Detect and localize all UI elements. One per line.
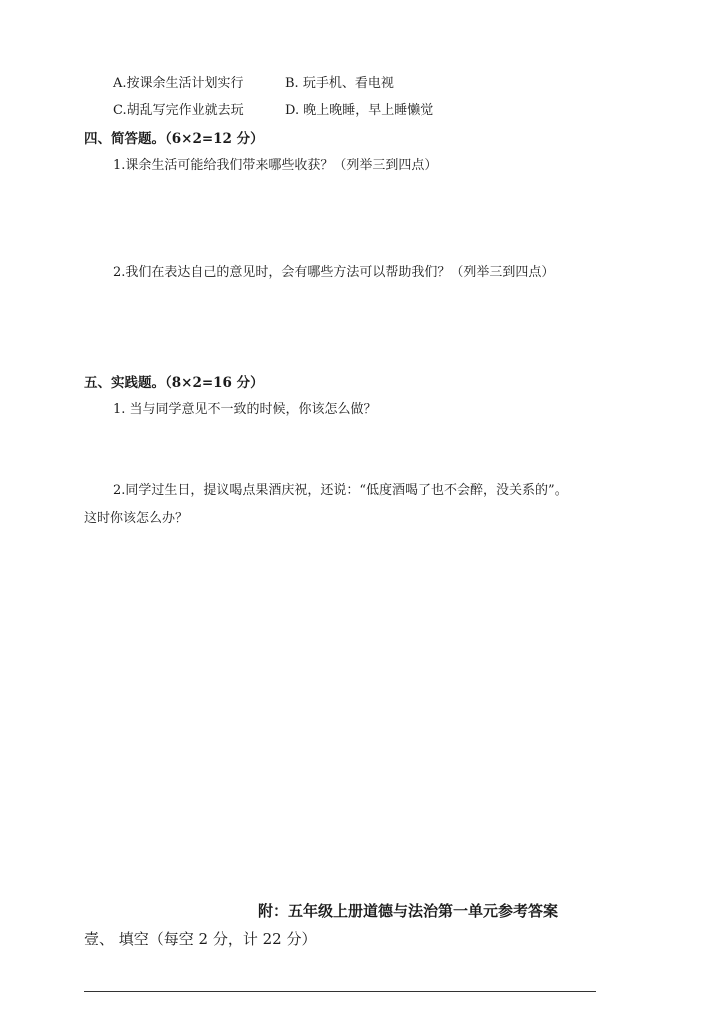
choice-option-d: D. 晚上晚睡，早上睡懒觉 — [285, 103, 434, 118]
section-4-heading: 四、简答题。（6×2=12 分） — [84, 131, 264, 147]
section-5-question-2-line-1: 2.同学过生日，提议喝点果酒庆祝，还说：“低度酒喝了也不会醉，没关系的”。 — [113, 483, 568, 498]
section-5-question-2-line-2: 这时你该怎么办？ — [84, 511, 189, 526]
fill-section-heading: 壹、 填空（每空 2 分，计 22 分） — [84, 930, 317, 948]
choice-option-c: C.胡乱写完作业就去玩 — [113, 103, 244, 118]
section-4-question-2: 2.我们在表达自己的意见时，会有哪些方法可以帮助我们？（列举三到四点） — [113, 265, 555, 280]
answer-rule-line — [84, 991, 596, 992]
appendix-title: 附：五年级上册道德与法治第一单元参考答案 — [258, 902, 559, 920]
section-4-question-1: 1.课余生活可能给我们带来哪些收获？（列举三到四点） — [113, 158, 438, 173]
section-5-question-1: 1. 当与同学意见不一致的时候，你该怎么做？ — [113, 402, 377, 417]
choice-option-a: A.按课余生活计划实行 — [113, 76, 244, 91]
choice-option-b: B. 玩手机、看电视 — [285, 76, 394, 91]
section-5-heading: 五、实践题。（8×2=16 分） — [84, 375, 264, 391]
